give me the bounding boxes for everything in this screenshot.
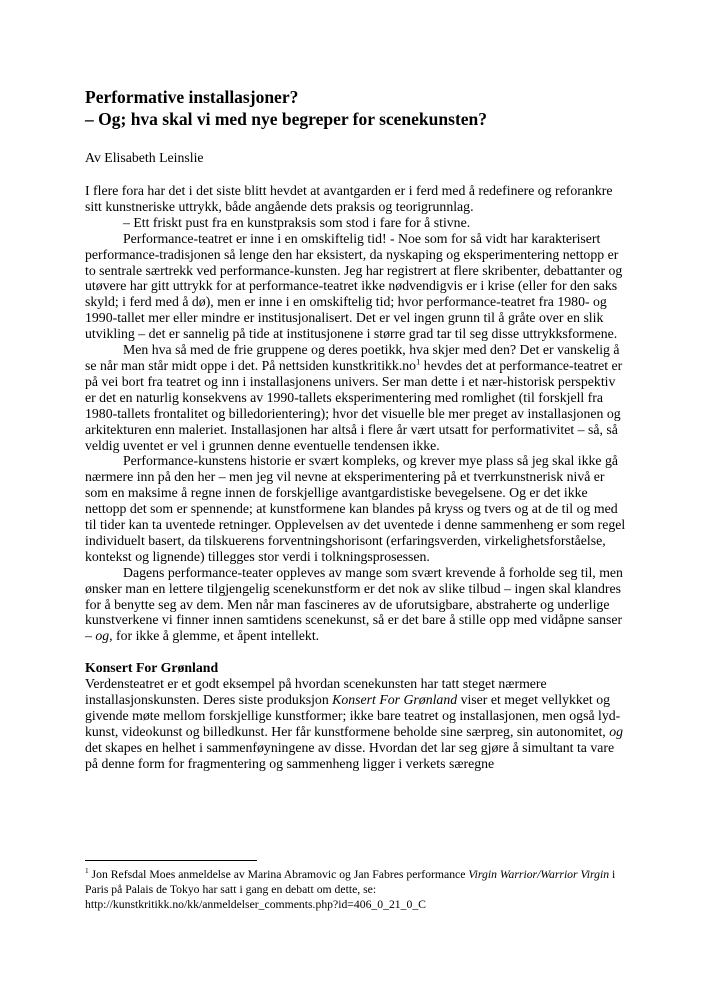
section-paragraphs: [85, 676, 628, 771]
article-paragraphs: [85, 183, 628, 644]
paragraph: [85, 565, 628, 645]
paragraph: [85, 231, 628, 342]
footnote-reference: 1: [416, 356, 421, 367]
byline: Av Elisabeth Leinslie: [85, 150, 204, 165]
paragraph: [85, 676, 628, 771]
text-segment: hevdes det at performance-teatret er på vei bort fra teatret og inn i installasjonens univers. Ser man dette i et nær-historisk perspektiv er det en naturlig konsekvens av 1990-tallets eksperimentering med romlighet (til forskjell fra 1980-tallets frontalitet og billedorientering); hvor det visuelle ble mer preget av installasjonen og arkitekturen enn maleriet. Installasjonen har altså i flere år vært utsatt for performativitet – så, så veldig uventet er vel i grunnen denne eventuelle tendensen ikke.: [85, 357, 623, 453]
text-segment: det skapes en helhet i sammenføyningene av disse. Hvordan det lar seg gjøre å simultant ta vare på denne form for fragmentering og sammenheng ligger i verkets særegne: [85, 739, 615, 771]
text-segment: Virgin Warrior/Warrior Virgin: [468, 868, 610, 881]
text-segment: Konsert For Grønland: [332, 691, 458, 707]
document-content: [85, 86, 628, 772]
text-segment: Men hva så med de frie gruppene og deres poetikk, hva skjer med den? Det er vanskelig å se når man står midt oppe i det. På nettsiden kunstkritikk.no: [85, 342, 620, 373]
paragraph: [85, 342, 628, 453]
document-title: [85, 86, 628, 130]
document-title-line2: – Og; hva skal vi med nye begreper for scenekunsten?: [85, 109, 488, 129]
paragraph: [85, 183, 628, 215]
text-segment: I flere fora har det i det siste blitt hevdet at avantgarden er i ferd med å redefinere og reforankre sitt kunstneriske uttrykk, både angående dets praksis og teorigrunnlag.: [85, 183, 613, 214]
text-segment: Verdensteatret er et godt eksempel på hvordan scenekunsten har tatt steget nærmere installasjonskunsten. Deres siste produksjon: [85, 676, 547, 707]
text-segment: , for ikke å glemme, et åpent intellekt.: [109, 628, 320, 644]
text-segment: Performance-kunstens historie er svært kompleks, og krever mye plass så jeg skal ikke gå nærmere inn på den her – men jeg vil nevne at eksperimentering på et tverrkunstnerisk nivå er som en maksime å regne innen de forskjellige avantgardistiske bevegelsene. Og er det ikke nettopp det som er spennende; at kunstformene kan blandes på kryss og tvers og at de til og med til tider kan ta uventede retninger. Opplevelsen av det uventede i denne sammenheng er som regel individuelt basert, da tilskuerens forventningshorisont (erfaringsverden, virkelighetsforståelse, kontekst og lignende) tillegges stor verdi i tolkningsprosessen.: [85, 453, 626, 564]
footnote-separator: [85, 860, 257, 861]
footnote-text: [85, 867, 628, 912]
paragraph: [85, 453, 628, 564]
text-segment: Performance-teatret er inne i en omskiftelig tid! - Noe som for så vidt har karakterisert performance-tradisjonen så lenge den har eksistert, da nyskaping og eksperimentering nettopp er to sentrale særtrekk ved performance-kunsten. Jeg har registrert at flere skribenter, debattanter og utøvere har gitt uttrykk for at performance-teatret ikke nødvendigvis er i krise (eller for den saks skyld; i ferd med å dø), men er inne i en omskiftelig tid; hvor performance-teatret fra 1980- og 1990-tallet mer eller mindre er institusjonalisert. Det er vel ingen grunn til å gråte over en slik utvikling – det er sannelig på tide at institusjonene i større grad tar til seg disse uttrykksformene.: [85, 230, 623, 342]
text-segment: og: [95, 628, 110, 644]
footnote-area: [85, 860, 628, 912]
footnote-reference: 1: [85, 867, 89, 876]
text-segment: – Ett friskt pust fra en kunstpraksis som stod i fare for å stivne.: [123, 214, 471, 230]
section-heading: Konsert For Grønland: [85, 660, 219, 676]
text-segment: Dagens performance-teater oppleves av mange som svært krevende å forholde seg til, men ønsker man en lettere tilgjengelig scenekunstform er det nok av slike tilbud – ingen skal klandres for å benytte seg av dem. Men når man fascineres av de uforutsigbare, abstraherte og underlige kunstverkene vi finner innen samtidens scenekunst, så er det bare å stille opp med vidåpne sanser –: [85, 564, 623, 644]
text-segment: og: [609, 723, 623, 739]
article-body: [85, 183, 628, 772]
paragraph: [85, 215, 628, 231]
text-segment: Jon Refsdal Moes anmeldelse av Marina Abramovic og Jan Fabres performance: [88, 868, 469, 881]
text-segment: i Paris på Palais de Tokyo har satt i gang en debatt om dette, se: http://kunstkritikk.no/kk/anmeldelser_comments.php?id=406_0_21_0_C: [85, 868, 616, 911]
document-title-line1: Performative installasjoner?: [85, 87, 299, 107]
text-segment: viser et meget vellykket og givende møte mellom forskjellige kunstformer; ikke bare teatret og installasjonen, men også lyd-kunst, videokunst og billedkunst. Her får kunstformene beholde sine særpreg, sin autonomitet,: [85, 691, 621, 739]
